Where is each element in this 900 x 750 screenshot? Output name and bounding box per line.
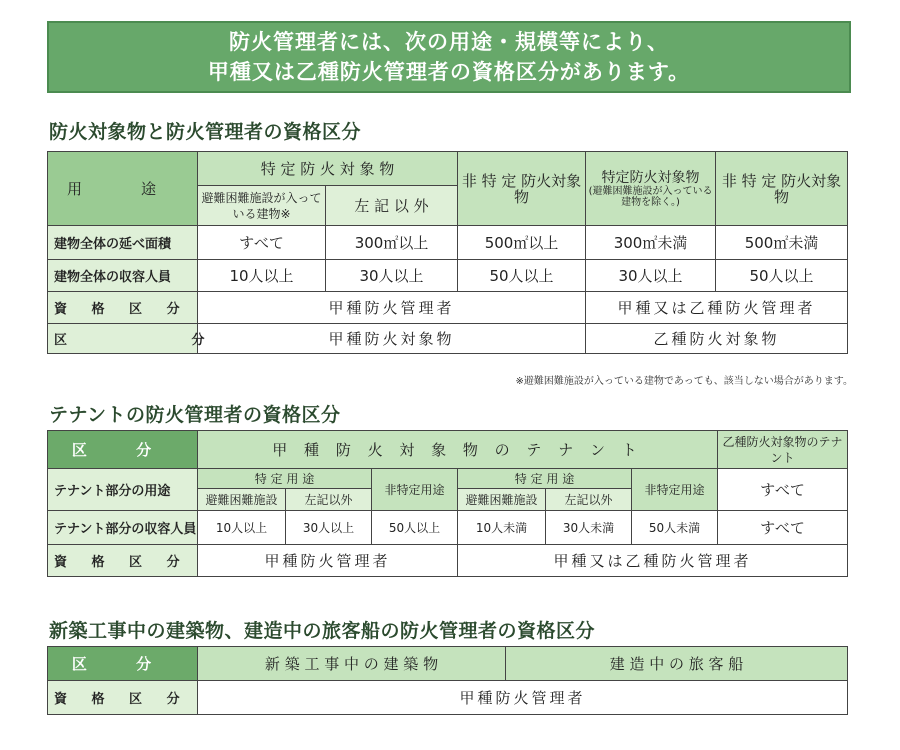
banner-line-1: 防火管理者には、次の用途・規模等により、 xyxy=(229,30,669,54)
row-qualification-label: 資 格 区 分 xyxy=(48,292,198,324)
class-otsu: 乙種防火対象物 xyxy=(586,324,848,354)
tenant-header-label: 区 分 xyxy=(48,431,198,469)
header-usage: 用 途 xyxy=(48,152,198,226)
tenant-other-2: 左記以外 xyxy=(546,489,632,511)
tenant-people-cell: 30人以上 xyxy=(286,511,372,545)
construction-qualification-table xyxy=(47,646,848,715)
construction-header-label: 区 分 xyxy=(48,647,198,681)
tenant-evac: 避難困難施設 xyxy=(198,489,286,511)
tenant-header-kou: 甲 種 防 火 対 象 物 の テ ナ ン ト xyxy=(198,431,718,469)
construction-header-ship: 建 造 中 の 旅 客 船 xyxy=(506,647,848,681)
area-cell: 300㎡以上 xyxy=(326,226,458,260)
area-cell: 500㎡以上 xyxy=(458,226,586,260)
header-evac-facility: 避難困難施設が入っている建物※ xyxy=(198,186,326,226)
tenant-people-cell: 10人以上 xyxy=(198,511,286,545)
people-cell: 50人以上 xyxy=(716,260,848,292)
people-cell: 30人以上 xyxy=(326,260,458,292)
tenant-qualification-label: 資 格 区 分 xyxy=(48,545,198,577)
people-cell: 10人以上 xyxy=(198,260,326,292)
tenant-people-cell: 30人未満 xyxy=(546,511,632,545)
area-cell: 300㎡未満 xyxy=(586,226,716,260)
tenant-other: 左記以外 xyxy=(286,489,372,511)
section2-title: テナントの防火管理者の資格区分 xyxy=(49,404,341,426)
tenant-people-label: テナント部分の収容人員 xyxy=(48,511,198,545)
footnote: ※避難困難施設が入っている建物であっても、該当しない場合があります。 xyxy=(515,376,853,387)
tenant-people-cell: すべて xyxy=(718,511,848,545)
header-specific: 特 定 防 火 対 象 物 xyxy=(198,152,458,186)
construction-header-building: 新 築 工 事 中 の 建 築 物 xyxy=(198,647,506,681)
class-kou: 甲種防火対象物 xyxy=(198,324,586,354)
row-area-label: 建物全体の延べ面積 xyxy=(48,226,198,260)
tenant-qualification-kou-otsu: 甲種又は乙種防火管理者 xyxy=(458,545,848,577)
tenant-people-cell: 10人未満 xyxy=(458,511,546,545)
tenant-nonspecific-2: 非特定用途 xyxy=(632,469,718,511)
header-nonspecific-2: 非 特 定 防火対象物 xyxy=(716,152,848,226)
people-cell: 30人以上 xyxy=(586,260,716,292)
people-cell: 50人以上 xyxy=(458,260,586,292)
tenant-nonspecific: 非特定用途 xyxy=(372,469,458,511)
tenant-header-otsu: 乙種防火対象物のテナント xyxy=(718,431,848,469)
header-nonspecific: 非 特 定 防火対象物 xyxy=(458,152,586,226)
tenant-usage-label: テナント部分の用途 xyxy=(48,469,198,511)
qualification-kou: 甲種防火管理者 xyxy=(198,292,586,324)
section1-title: 防火対象物と防火管理者の資格区分 xyxy=(49,121,362,143)
construction-qualification-value: 甲種防火管理者 xyxy=(198,681,848,715)
area-cell: すべて xyxy=(198,226,326,260)
header-other: 左 記 以 外 xyxy=(326,186,458,226)
header-specific-excluding: 特定防火対象物 (避難困難施設が入っている建物を除く。) xyxy=(586,152,716,226)
tenant-qualification-table xyxy=(47,430,848,577)
construction-qualification-label: 資 格 区 分 xyxy=(48,681,198,715)
tenant-specific-usage: 特 定 用 途 xyxy=(198,469,372,489)
header-banner xyxy=(47,21,851,93)
tenant-all-usage: すべて xyxy=(718,469,848,511)
banner-line-2: 甲種又は乙種防火管理者の資格区分があります。 xyxy=(207,60,691,84)
tenant-qualification-kou: 甲種防火管理者 xyxy=(198,545,458,577)
qualification-kou-otsu: 甲種又は乙種防火管理者 xyxy=(586,292,848,324)
area-cell: 500㎡未満 xyxy=(716,226,848,260)
row-people-label: 建物全体の収容人員 xyxy=(48,260,198,292)
tenant-people-cell: 50人未満 xyxy=(632,511,718,545)
tenant-people-cell: 50人以上 xyxy=(372,511,458,545)
tenant-evac-2: 避難困難施設 xyxy=(458,489,546,511)
tenant-specific-usage-2: 特 定 用 途 xyxy=(458,469,632,489)
row-class-label: 区 分 xyxy=(48,324,198,354)
section3-title: 新築工事中の建築物、建造中の旅客船の防火管理者の資格区分 xyxy=(49,620,596,642)
building-qualification-table xyxy=(47,151,848,354)
